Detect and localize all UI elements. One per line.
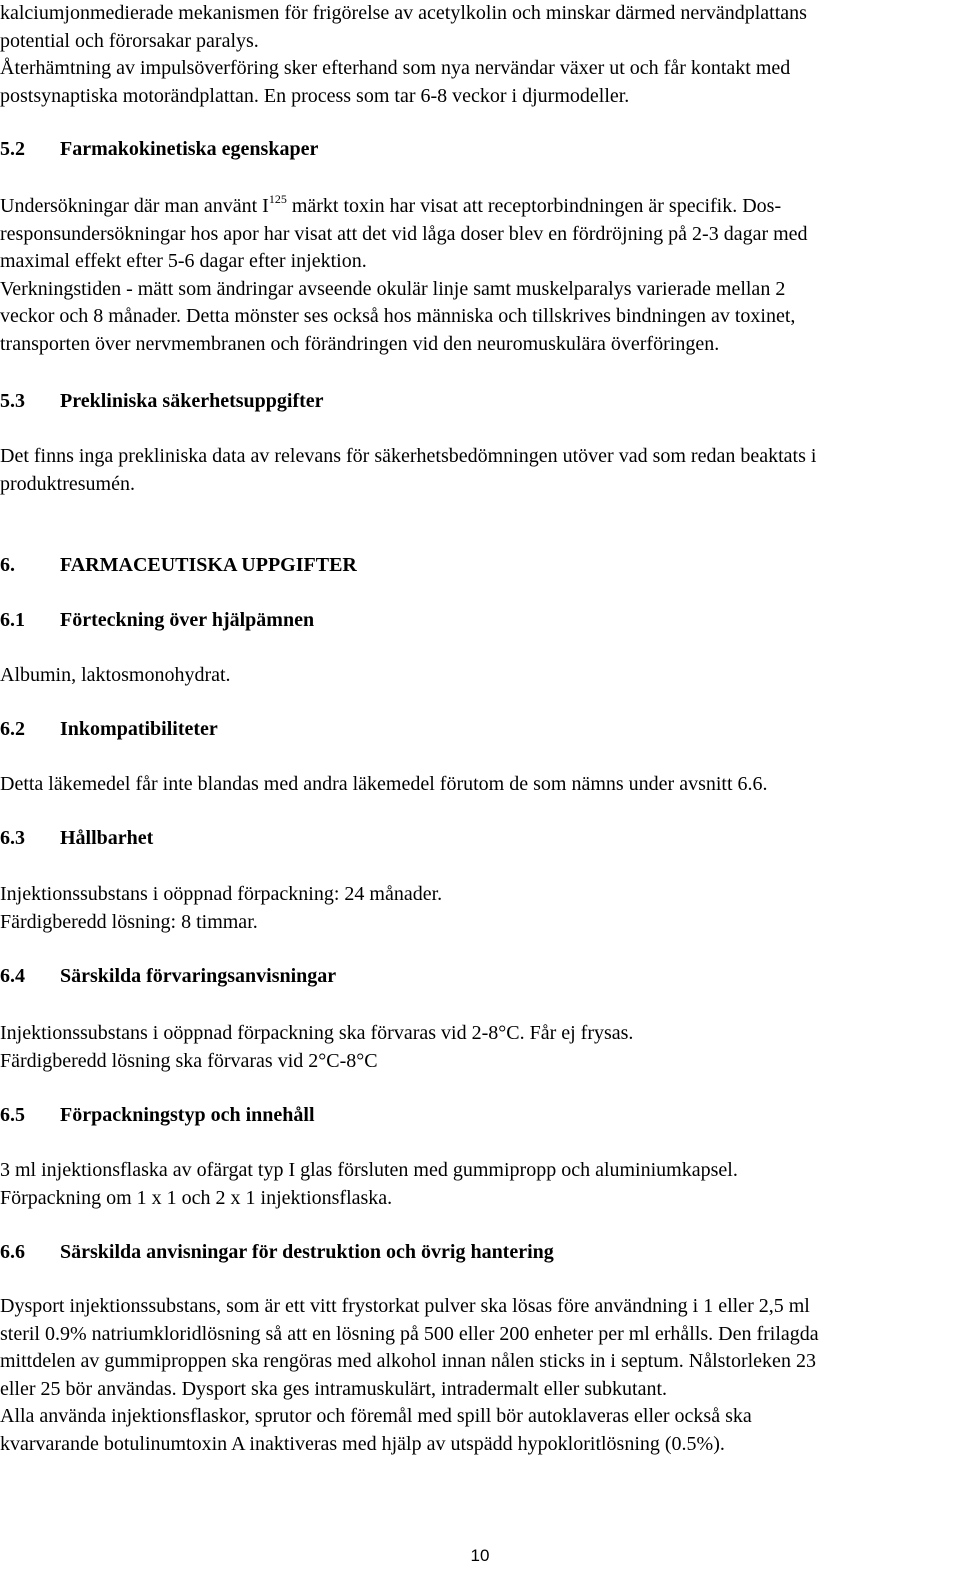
text-line: eller 25 bör användas. Dysport ska ges intramuskulärt, intradermalt eller subkutant. — [0, 1377, 668, 1400]
text-line: Dysport injektionssubstans, som är ett vitt frystorkat pulver ska lösas före användning i 1 eller 2,5 ml — [0, 1295, 810, 1317]
section-heading-6-2 — [0, 716, 960, 744]
section-6-4-body — [0, 1020, 960, 1075]
section-number: 6.5 — [0, 1104, 25, 1126]
section-heading-6-4 — [0, 963, 960, 991]
text-line: responsundersökningar hos apor har visat att det vid låga doser blev en fördröjning på 2-3 dagar med — [0, 222, 808, 245]
text-line: Detta läkemedel får inte blandas med andra läkemedel förutom de som nämns under avsnitt 6.6. — [0, 773, 768, 795]
section-heading-6-3 — [0, 825, 960, 853]
section-number: 6.6 — [0, 1241, 25, 1263]
text-line: Det finns inga prekliniska data av relevans för säkerhetsbedömningen utöver vad som redan beaktats i — [0, 445, 817, 467]
intro-paragraph — [0, 0, 960, 110]
chapter-heading-6 — [0, 552, 960, 580]
text-line: postsynaptiska motorändplattan. En process som tar 6-8 veckor i djurmodeller. — [0, 84, 630, 107]
section-6-6-body — [0, 1293, 960, 1458]
text-line: potential och förorsakar paralys. — [0, 29, 259, 52]
superscript: 125 — [268, 192, 287, 206]
section-number: 6.1 — [0, 609, 25, 631]
text-line: Färdigberedd lösning ska förvaras vid 2°C-8°C — [0, 1049, 378, 1072]
section-6-3-body — [0, 881, 960, 936]
section-number: 6. — [0, 554, 15, 576]
section-title: Hållbarhet — [60, 827, 154, 849]
section-heading-5-2 — [0, 136, 960, 164]
text-line: Injektionssubstans i oöppnad förpackning ska förvaras vid 2-8°C. Får ej frysas. — [0, 1022, 634, 1044]
text-line: Färdigberedd lösning: 8 timmar. — [0, 910, 258, 933]
text-fragment: märkt toxin har visat att receptorbindningen är specifik. Dos- — [286, 195, 782, 217]
text-line: Albumin, laktosmonohydrat. — [0, 664, 231, 686]
section-6-1-body — [0, 662, 960, 690]
section-5-3-body — [0, 443, 960, 498]
text-line: 3 ml injektionsflaska av ofärgat typ I glas försluten med gummipropp och aluminiumkapsel. — [0, 1159, 738, 1181]
section-heading-6-6 — [0, 1239, 960, 1267]
text-line: transporten över nervmembranen och förändringen vid den neuromuskulära överföringen. — [0, 332, 720, 355]
section-title: Förpackningstyp och innehåll — [60, 1104, 315, 1126]
text-line: Verkningstiden - mätt som ändringar avseende okulär linje samt muskelparalys varierade mellan 2 — [0, 277, 786, 300]
text-line: Alla använda injektionsflaskor, sprutor och föremål med spill bör autoklaveras eller också ska — [0, 1405, 752, 1427]
text-line: Förpackning om 1 x 1 och 2 x 1 injektionsflaska. — [0, 1186, 393, 1209]
text-line: maximal effekt efter 5-6 dagar efter injektion. — [0, 250, 367, 272]
section-5-2-body — [0, 193, 960, 358]
section-number: 6.3 — [0, 827, 25, 849]
section-title: Särskilda förvaringsanvisningar — [60, 965, 337, 987]
text-line: mittdelen av gummiproppen ska rengöras med alkohol innan nålen sticks in i septum. Nålstorleken 23 — [0, 1350, 816, 1372]
section-heading-6-1 — [0, 607, 960, 635]
section-number: 6.4 — [0, 965, 25, 987]
text-line: Injektionssubstans i oöppnad förpackning: 24 månader. — [0, 883, 443, 905]
text-line: steril 0.9% natriumkloridlösning så att en lösning på 500 eller 200 enheter per ml erhålls. Den frilagda — [0, 1322, 819, 1345]
text-line: kvarvarande botulinumtoxin A inaktiveras med hjälp av utspädd hypokloritlösning (0.5%). — [0, 1432, 725, 1455]
section-number: 5.3 — [0, 390, 25, 412]
section-title: Prekliniska säkerhetsuppgifter — [60, 390, 324, 412]
section-heading-6-5 — [0, 1102, 960, 1130]
section-6-5-body — [0, 1157, 960, 1212]
text-line: Återhämtning av impulsöverföring sker efterhand som nya nervändar växer ut och får kontakt med — [0, 57, 791, 79]
section-title: Särskilda anvisningar för destruktion och övrig hantering — [60, 1241, 554, 1263]
section-title: Förteckning över hjälpämnen — [60, 609, 315, 631]
page-number: 10 — [470, 1546, 490, 1565]
text-line: veckor och 8 månader. Detta mönster ses också hos människa och tillskrives bindningen av toxinet, — [0, 305, 796, 327]
section-title: Inkompatibiliteter — [60, 718, 218, 740]
text-line: kalciumjonmedierade mekanismen för frigörelse av acetylkolin och minskar därmed nervändplattans — [0, 2, 807, 24]
text-line — [0, 193, 960, 221]
section-number: 5.2 — [0, 138, 25, 160]
section-title: Farmakokinetiska egenskaper — [60, 138, 319, 160]
section-title: FARMACEUTISKA UPPGIFTER — [60, 554, 357, 576]
section-heading-5-3 — [0, 388, 960, 416]
section-6-2-body — [0, 771, 960, 799]
text-fragment: Undersökningar där man använt I — [0, 195, 269, 217]
text-line: produktresumén. — [0, 472, 135, 495]
section-number: 6.2 — [0, 718, 25, 740]
